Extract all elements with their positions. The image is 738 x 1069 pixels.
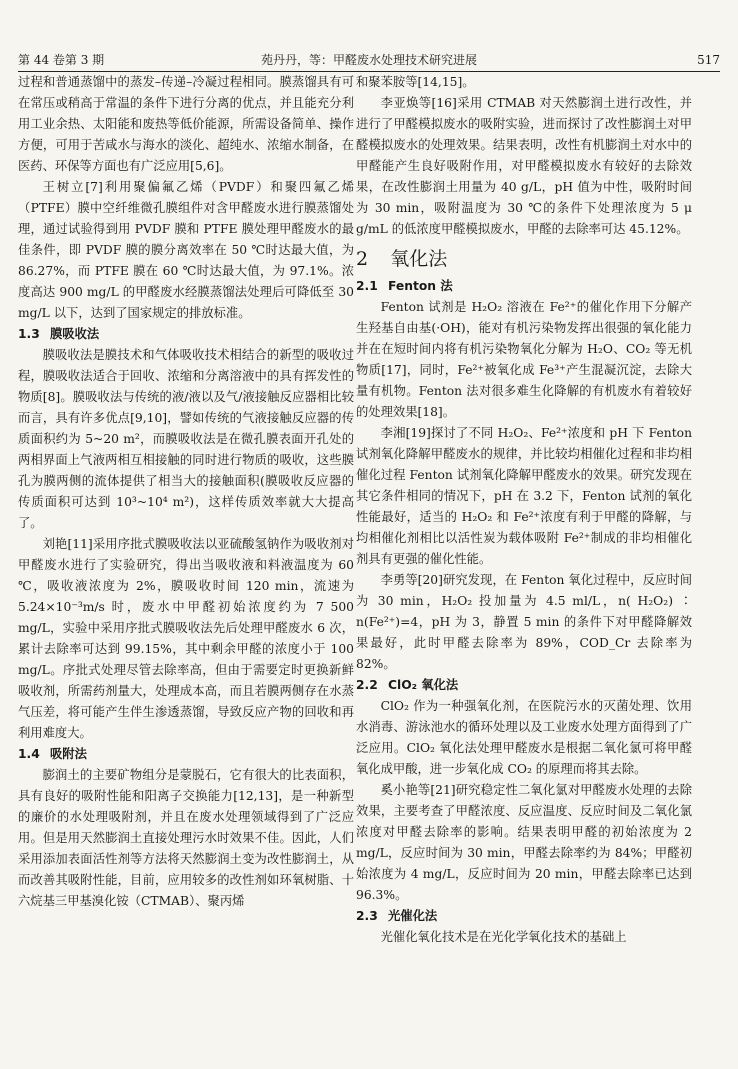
section-heading-1-4	[18, 744, 354, 765]
paragraph: 王树立[7]利用聚偏氟乙烯（PVDF）和聚四氟乙烯（PTFE）膜中空纤维微孔膜组件对含甲醛废水进行膜蒸馏处理，通过试验得到用 PVDF 膜和 PTFE 膜处理甲醛废水的最佳条件，即 PVDF 膜的膜分离效率在 50 ℃时达最大值，为 86.27%，而 PTFE 膜在 60 ℃时达最大值，为 97.1%。浓度高达 900 mg/L 的甲醛废水经膜蒸馏法处理后可降低至 30 mg/L 以下，达到了国家规定的排放标准。	[18, 180, 354, 320]
section-title: 光催化法	[387, 909, 438, 923]
section-heading-2-1	[356, 276, 692, 297]
section-number: 2.2	[356, 678, 378, 692]
paragraph: 刘艳[11]采用序批式膜吸收法以亚硫酸氢钠作为吸收剂对甲醛废水进行了实验研究，得出当吸收液和料液温度为 60 ℃，吸收液浓度为 2%，膜吸收时间 120 min，流速为 5.24×10⁻³m/s 时，废水中甲醛初始浓度约为 7 500 mg/L，实验中采用序批式膜吸收法先后处理甲醛废水 6 次，累计去除率可达到 99.15%，其中剩余甲醛的浓度小于 100 mg/L。序批式处理尽管去除率高，但由于需要定时更换新鲜吸收剂，所需药剂量大，处理成本高，而且若膜两侧存在水蒸气压差，将可能产生伴生渗透蒸馏，导致反应产物的回收和再利用难度大。	[18, 537, 354, 740]
running-title: 苑丹丹，等：甲醛废水处理技术研究进展	[260, 53, 477, 67]
section-number: 2.3	[356, 909, 378, 923]
section-heading-2-2	[356, 675, 692, 696]
section-number: 1.3	[18, 327, 40, 341]
section-title: 吸附法	[49, 747, 87, 761]
paragraph: 过程和普通蒸馏中的蒸发–传递–冷凝过程相同。膜蒸馏具有可在常压或稍高于常温的条件下进行分离的优点，并且能充分利用工业余热、太阳能和废热等低价能源，所需设备简单、操作方便，可用于苦咸水与海水的淡化、超纯水、浓缩水制备，在医药、环保等方面也有广泛应用[5,6]。	[18, 75, 354, 173]
right-column	[356, 72, 692, 948]
section-number: 2	[356, 248, 369, 270]
page-number: 517	[697, 53, 720, 67]
paragraph: 光催化氧化技术是在光化学氧化技术的基础上	[380, 930, 627, 944]
left-column	[18, 72, 354, 912]
section-title: Fenton 法	[387, 279, 453, 293]
section-title: 氧化法	[390, 248, 448, 270]
journal-volume: 第 44 卷第 3 期	[18, 53, 105, 67]
section-heading-1-3	[18, 324, 354, 345]
paragraph: Fenton 试剂是 H₂O₂ 溶液在 Fe²⁺的催化作用下分解产生羟基自由基(·OH)，能对有机污染物发挥出很强的氧化能力并在在短时间内将有机污染物氧化分解为 H₂O、CO₂ 等无机物质[17]，同时，Fe²⁺被氧化成 Fe³⁺产生混凝沉淀，去除大量有机物。Fenton 法对很多难生化降解的有机废水有着较好的处理效果[18]。	[356, 300, 692, 419]
paragraph: 李亚焕等[16]采用 CTMAB 对天然膨润土进行改性，并进行了甲醛模拟废水的吸附实验，进而探讨了改性膨润土对甲醛模拟废水的处理效果。结果表明，改性有机膨润土对水中的甲醛能产生良好吸附作用，对甲醛模拟废水有较好的去除效果，在改性膨润土用量为 40 g/L，pH 值为中性，吸附时间为 30 min，吸附温度为 30 ℃的条件下处理浓度为 5 μ g/mL 的低浓度甲醛模拟废水，甲醛的去除率可达 45.12%。	[356, 96, 692, 236]
paragraph: ClO₂ 作为一种强氧化剂，在医院污水的灭菌处理、饮用水消毒、游泳池水的循环处理以及工业废水处理方面得到了广泛应用。ClO₂ 氧化法处理甲醛废水是根据二氧化氯可将甲醛氧化成甲酸，进一步氧化成 CO₂ 的原理而将其去除。	[356, 699, 692, 776]
paragraph: 李湘[19]探讨了不同 H₂O₂、Fe²⁺浓度和 pH 下 Fenton 试剂氧化降解甲醛废水的规律，并比较均相催化过程和非均相催化过程 Fenton 试剂氧化降解甲醛废水的效果。研究发现在其它条件相同的情况下，pH 在 3.2 下，Fenton 试剂的氧化性能最好，适当的 H₂O₂ 和 Fe²⁺浓度有利于甲醛的降解，与均相催化剂相比以活性炭为载体吸附 Fe²⁺制成的非均相催化剂具有更强的催化性能。	[356, 426, 692, 566]
section-heading-2	[356, 246, 692, 272]
paragraph: 李勇等[20]研究发现，在 Fenton 氧化过程中，反应时间为 30 min，H₂O₂ 投加量为 4.5 ml/L，n( H₂O₂) ∶ n(Fe²⁺)=4，pH 为 3，静置 5 min 的条件下对甲醛降解效果最好，此时甲醛去除率为 89%，COD_Cr 去除率为 82%。	[356, 573, 692, 671]
paragraph: 和聚苯胺等[14,15]。	[356, 75, 475, 89]
paragraph: 膜吸收法是膜技术和气体吸收技术相结合的新型的吸收过程，膜吸收法适合于回收、浓缩和分离溶液中的具有挥发性的物质[8]。膜吸收法与传统的液/液以及气/液接触反应器相比较而言，具有许多优点[9,10]，譬如传统的气液接触反应器的传质面积约为 5~20 m²，而膜吸收法是在微孔膜表面开孔处的两相界面上气液两相互相接触的同时进行物质的吸收，这些膜孔为膜两侧的流体提供了相当大的接触面积(膜吸收反应器的传质面积可达到 10³~10⁴ m²)，这样传质效率就大大提高了。	[18, 348, 354, 530]
section-heading-2-3	[356, 906, 692, 927]
paragraph: 奚小艳等[21]研究稳定性二氧化氯对甲醛废水处理的去除效果，主要考查了甲醛浓度、反应温度、反应时间及二氧化氯浓度对甲醛去除率的影响。结果表明甲醛的初始浓度为 2 mg/L，反应时间为 30 min，甲醛去除率约为 84%；甲醛初始浓度为 4 mg/L，反应时间为 20 min，甲醛去除率已达到 96.3%。	[356, 783, 692, 902]
section-number: 1.4	[18, 747, 40, 761]
section-title: ClO₂ 氧化法	[387, 678, 459, 692]
section-title: 膜吸收法	[49, 327, 100, 341]
running-header	[18, 50, 720, 70]
paragraph: 膨润土的主要矿物组分是蒙脱石，它有很大的比表面积，具有良好的吸附性能和阳离子交换能力[12,13]，是一种新型的廉价的水处理吸附剂，并且在废水处理领域得到了广泛应用。但是用天然膨润土直接处理污水时效果不佳。因此，人们采用添加表面活性剂等方法将天然膨润土变为改性膨润土，从而改善其吸附性能，目前，应用较多的改性剂如环氧树脂、十六烷基三甲基溴化铵（CTMAB）、聚丙烯	[18, 768, 354, 908]
section-number: 2.1	[356, 279, 378, 293]
